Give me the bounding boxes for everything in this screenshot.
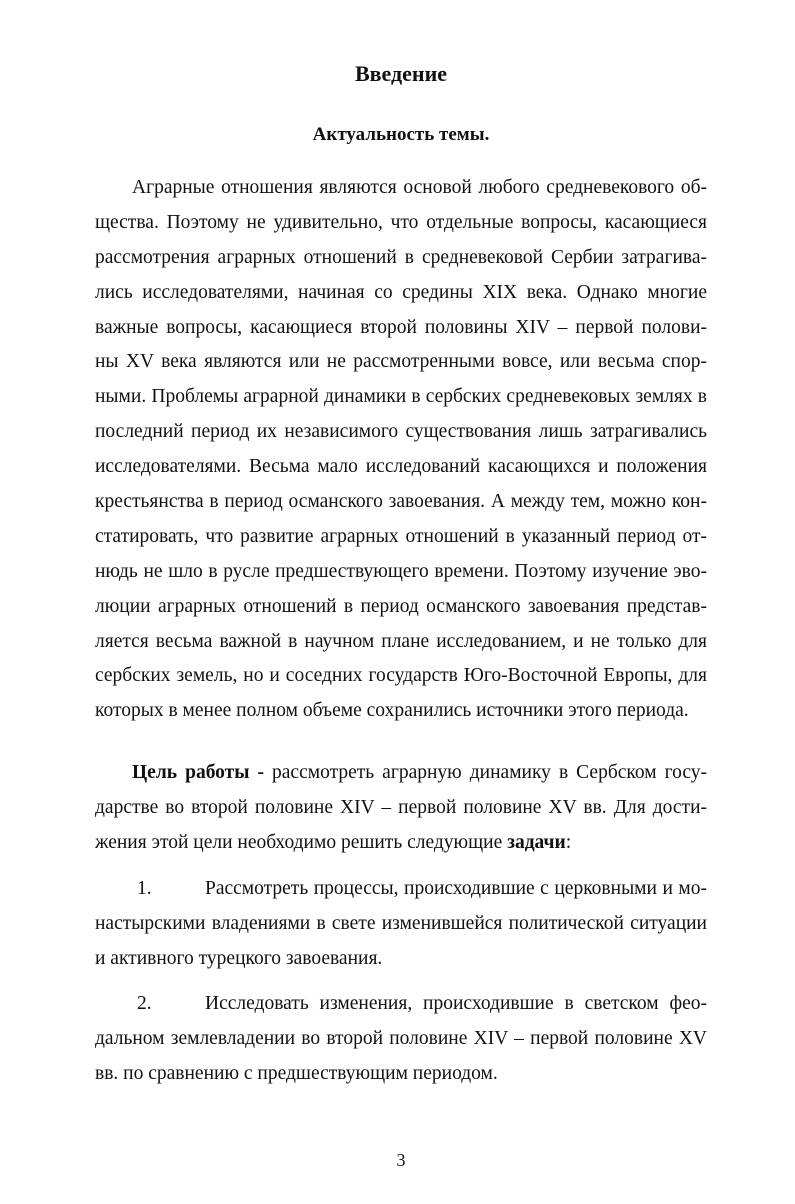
goal-line-1-text: рассмотреть аграрную динамику в Сербском госу- <box>264 762 708 783</box>
goal-line-3 <box>95 826 707 861</box>
task-item-1 <box>95 872 707 977</box>
task-item-2 <box>95 987 707 1092</box>
task-number: 2. <box>137 993 152 1014</box>
task-text: Рассмотреть процессы, происходившие с церковными и мо- <box>205 878 707 899</box>
paragraph-line: люции аграрных отношений в период османского завоевания представ- <box>95 595 707 617</box>
paragraph-line: которых в менее полном объеме сохранились источники этого периода. <box>95 700 689 722</box>
tasks-label: задачи <box>507 831 566 853</box>
goal-line-3-text: жения этой цели необходимо решить следующие <box>95 831 508 853</box>
task-item-line <box>95 872 707 907</box>
paragraph-line: щества. Поэтому не удивительно, что отдельные вопросы, касающиеся <box>95 211 707 233</box>
goal-line-1 <box>95 756 707 791</box>
paragraph-line: лись исследователями, начиная со средины XIX века. Однако многие <box>95 281 707 303</box>
paragraph-line: важные вопросы, касающиеся второй половины XIV – первой полови- <box>95 316 707 338</box>
paragraph-line: ляется весьма важной в научном плане исследованием, и не только для <box>95 630 707 652</box>
task-item-line: дальном землевладении во второй половине XIV – первой половине XV <box>95 1027 707 1049</box>
paragraph-line: крестьянства в период османского завоевания. А между тем, можно кон- <box>95 491 707 513</box>
goal-paragraph <box>95 756 707 861</box>
goal-line-3-end: : <box>565 831 572 853</box>
intro-paragraph <box>95 171 707 729</box>
task-item-line: вв. по сравнению с предшествующим периодом. <box>95 1062 498 1084</box>
task-text: Исследовать изменения, происходившие в светском фео- <box>205 993 707 1014</box>
paragraph-line: сербских земель, но и соседних государств Юго-Восточной Европы, для <box>95 665 707 687</box>
task-item-line <box>95 987 707 1022</box>
paragraph-line: рассмотрения аграрных отношений в средневековой Сербии затрагива- <box>95 246 707 268</box>
task-item-line: настырскими владениями в свете изменившейся политической ситуации <box>95 912 707 934</box>
paragraph-line: ными. Проблемы аграрной динамики в сербских средневековых землях в <box>95 386 707 408</box>
document-page <box>95 0 707 1204</box>
paragraph-line: статировать, что развитие аграрных отношений в указанный период от- <box>95 525 707 547</box>
paragraph-line: нюдь не шло в русле предшествующего времени. Поэтому изучение эво- <box>95 560 707 582</box>
paragraph-line: Аграрные отношения являются основой любого средневекового об- <box>132 177 707 198</box>
section-subtitle: Актуальность темы. <box>312 124 490 145</box>
paragraph-line: ны XV века являются или не рассмотренными вовсе, или весьма спор- <box>95 351 707 373</box>
page-number: 3 <box>396 1150 406 1170</box>
goal-line-2: дарстве во второй половине XIV – первой половине XV вв. Для дости- <box>95 796 707 818</box>
page-title: Введение <box>354 61 448 86</box>
task-number: 1. <box>137 878 152 899</box>
paragraph-line: последний период их независимого существования лишь затрагивались <box>95 421 707 443</box>
goal-label: Цель работы - <box>132 762 264 783</box>
task-item-line: и активного турецкого завоевания. <box>95 947 383 969</box>
paragraph-line: исследователями. Весьма мало исследований касающихся и положения <box>95 456 707 478</box>
